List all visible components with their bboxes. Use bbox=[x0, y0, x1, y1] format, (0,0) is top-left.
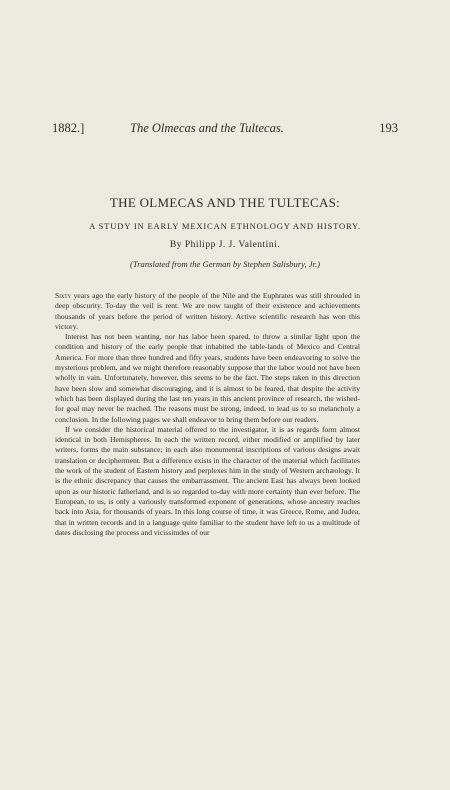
article-subtitle: A STUDY IN EARLY MEXICAN ETHNOLOGY AND HISTORY. bbox=[89, 221, 361, 231]
translator-credit: (Translated from the German by Stephen Salisbury, Jr.) bbox=[130, 259, 320, 269]
running-head-year: 1882.] bbox=[52, 121, 85, 135]
author-byline: By Philipp J. J. Valentini. bbox=[169, 240, 281, 250]
paragraph-text: Interest has not been wanting, nor has labor been spared, to throw a similar light upon the condition and history of the early people that inhabited the table-lands of Mexico and Central America. For more than three hundred and fifty years, students have been endeavoring to solve the mysterious problem, and we might therefore reasonably suppose that the labor would not have been wholly in vain. Unfortunately, however, this seems to be the fact. The steps taken in this direction have been slow and somewhat discouraging, and it is almost to be feared, that despite the activity which has been displayed during the last ten years in this ancient province of research, the wished-for goal may never be reached. The reasons must be strong, indeed, to lead us to so melancholy a conclusion. In the following pages we shall endeavor to bring them before our readers. bbox=[55, 332, 360, 424]
article-body bbox=[55, 291, 360, 538]
article-title: THE OLMECAS AND THE TULTECAS: bbox=[109, 195, 341, 210]
paragraph bbox=[55, 332, 360, 425]
page-number: 193 bbox=[379, 121, 398, 135]
running-head-title: The Olmecas and the Tultecas. bbox=[130, 121, 284, 135]
paragraph-text: If we consider the historical material offered to the investigator, it is as regards form almost identical in both Hemispheres. In each the written record, either modified or amplified by later writers, forms the main substance; in each also monumental inscriptions of various designs await translation or decipherment. But a difference exists in the character of the material which facilitates the work of the student of Eastern history and perplexes him in the study of Western archæology. It is the ethnic discrepancy that causes the embarrassment. The ancient East has always been looked upon as our historic fatherland, and is so regarded to-day with more certainty than ever before. The European, to us, is only a variously transformed exponent of generations, whose ancestry reaches back into Asia, for thousands of years. In this long course of time, it was Greece, Rome, and Judea, that in written records and in a language quite familiar to the student have left to us a multitude of dates disclosing the process and vicissitudes of our bbox=[55, 424, 360, 537]
paragraph-text: years ago the early history of the people of the Nile and the Euphrates was still shrouded in deep obscurity. To-day the veil is rent. We are now taught of their existence and achievements thousands of years before the period of written history. Active scientific research has won this victory. bbox=[55, 291, 360, 331]
paragraph bbox=[55, 291, 360, 332]
paragraph-lead-word: Sixty bbox=[55, 291, 72, 300]
running-head bbox=[52, 121, 398, 135]
paragraph bbox=[55, 425, 360, 538]
